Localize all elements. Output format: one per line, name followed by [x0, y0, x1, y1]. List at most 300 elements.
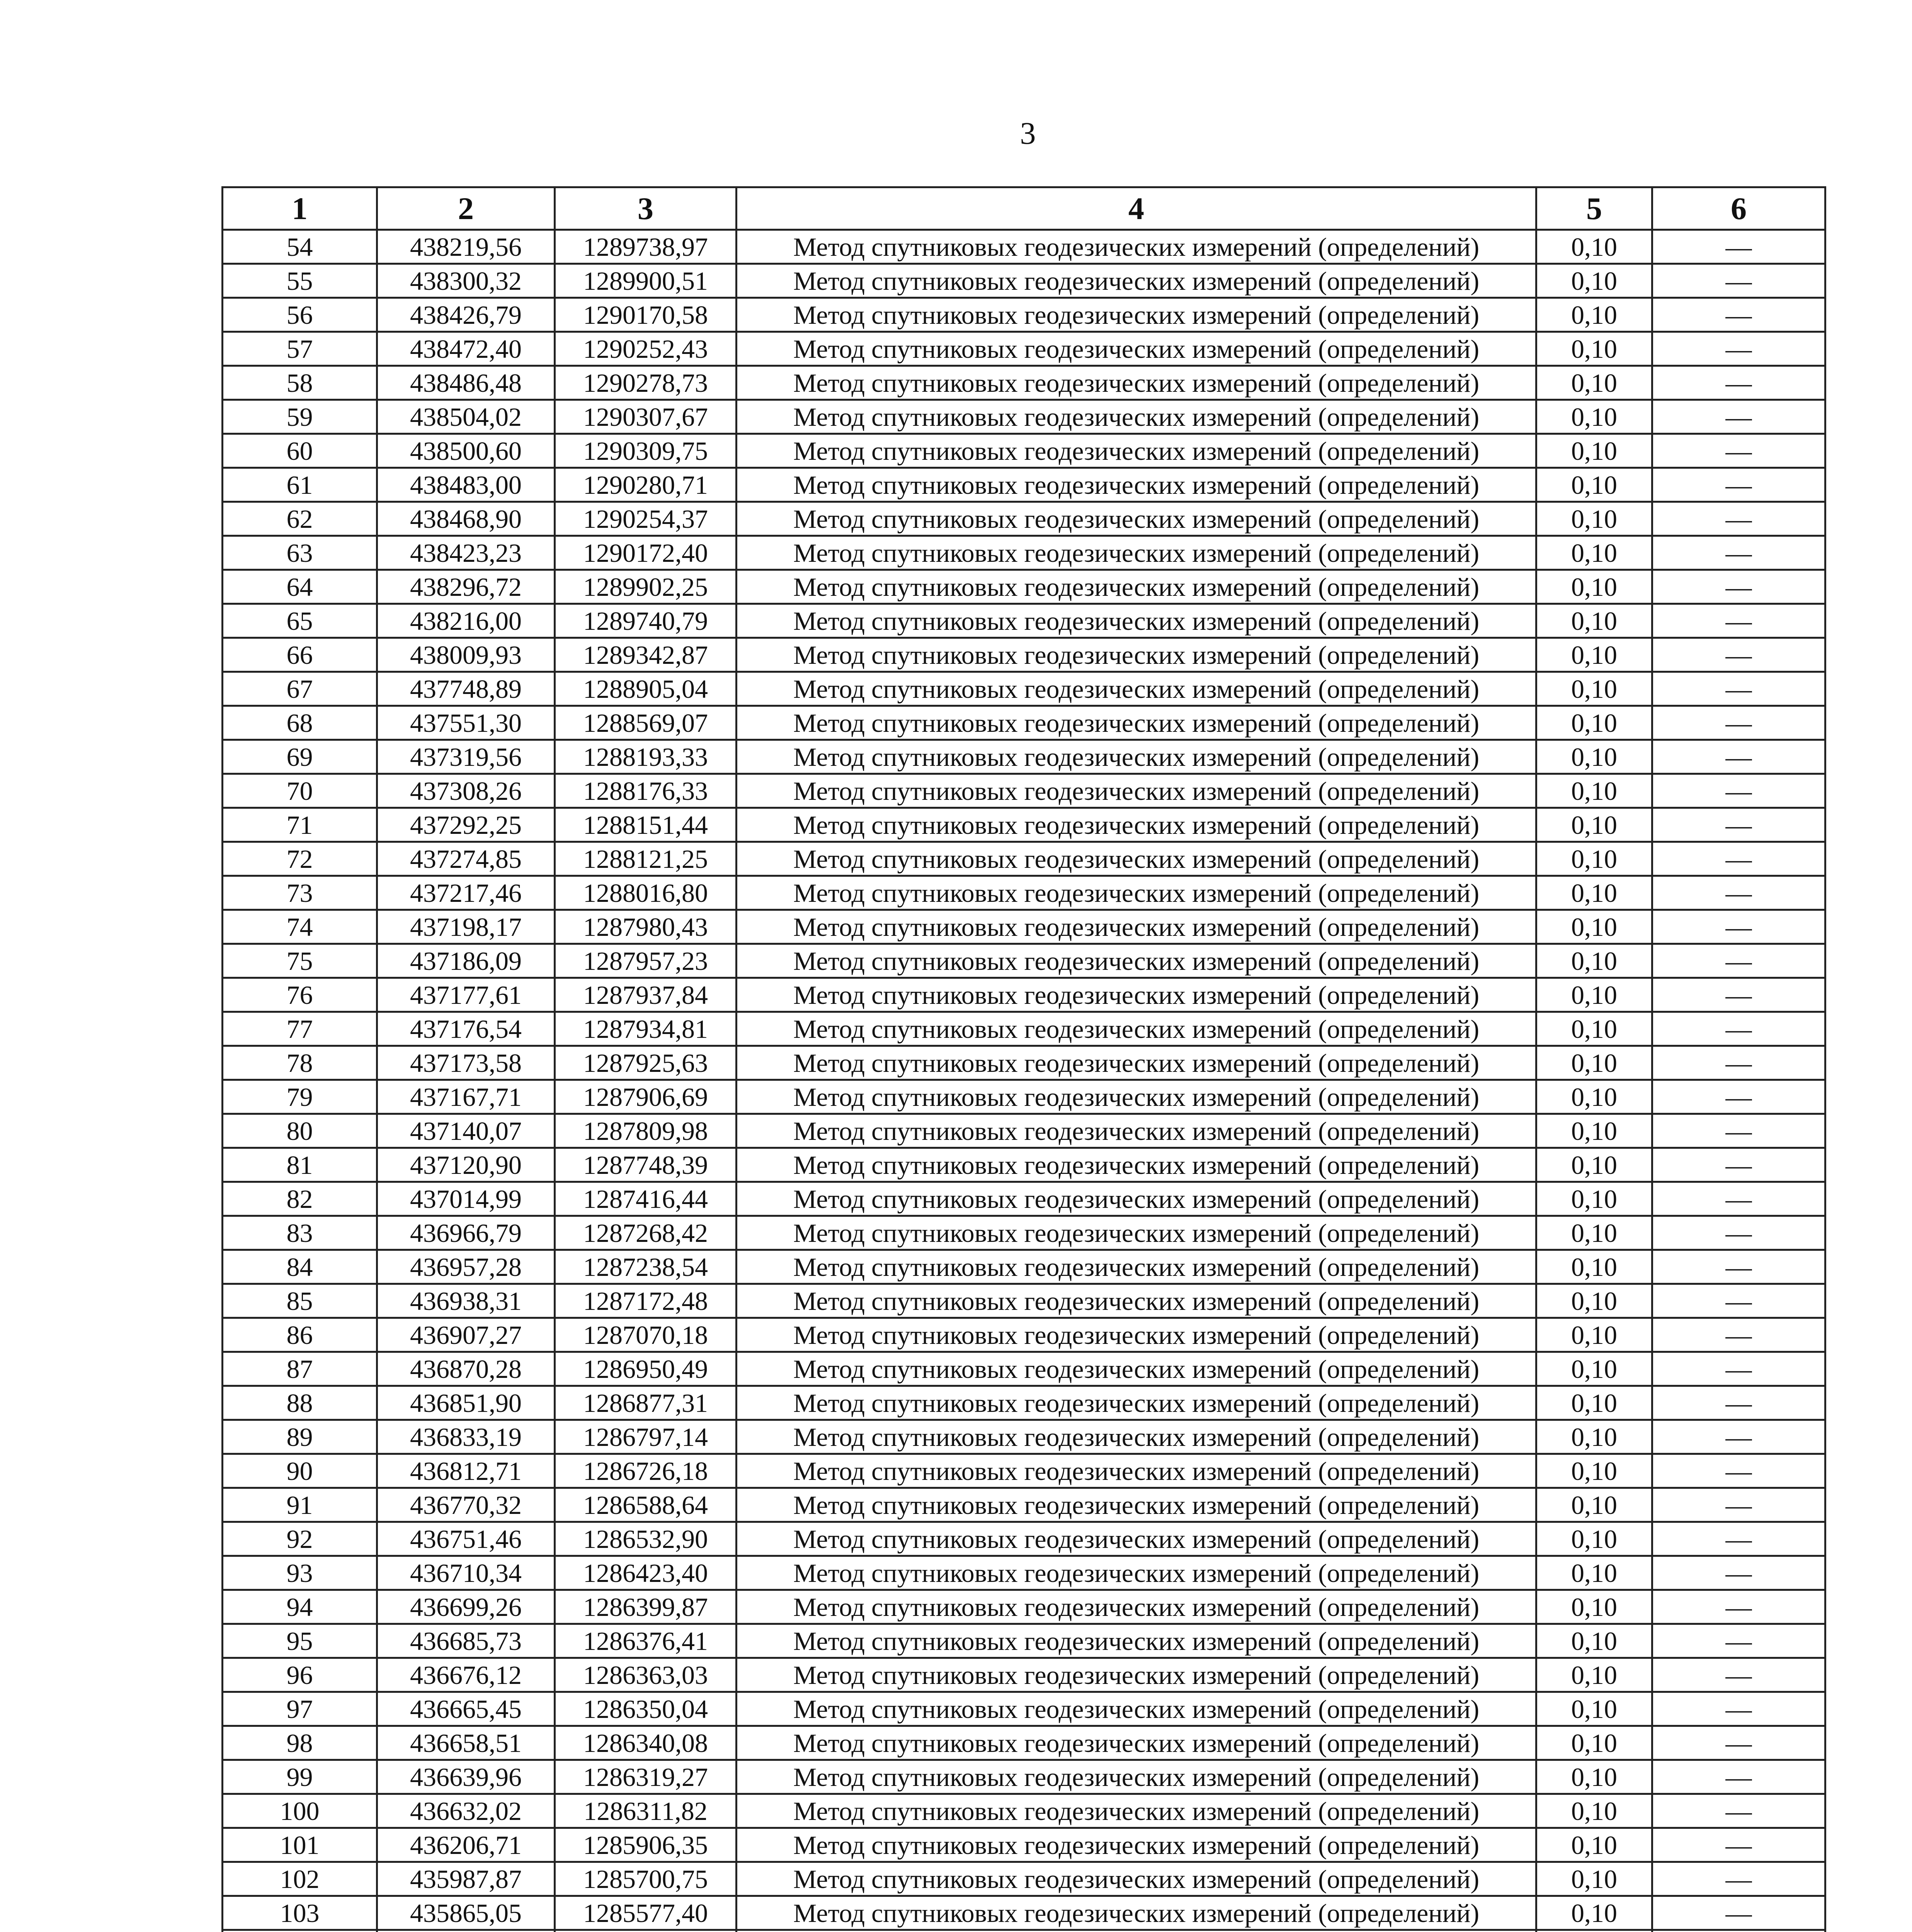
table-row — [223, 944, 1825, 978]
accuracy-cell: 0,10 — [1536, 1556, 1652, 1590]
point-number-cell: 98 — [223, 1726, 377, 1760]
point-number-cell: 90 — [223, 1454, 377, 1488]
accuracy-cell: 0,10 — [1536, 740, 1652, 774]
method-cell: Метод спутниковых геодезических измерений (определений) — [737, 1556, 1536, 1590]
column-header-description: 6 — [1652, 187, 1825, 230]
method-cell: Метод спутниковых геодезических измерений (определений) — [737, 842, 1536, 876]
point-number-cell: 80 — [223, 1114, 377, 1148]
y-coordinate-cell: 1290252,43 — [555, 332, 737, 366]
description-cell: — — [1652, 1488, 1825, 1522]
description-cell: — — [1652, 1556, 1825, 1590]
y-coordinate-cell: 1286319,27 — [555, 1760, 737, 1794]
x-coordinate-cell: 436710,34 — [377, 1556, 555, 1590]
accuracy-cell: 0,10 — [1536, 1454, 1652, 1488]
x-coordinate-cell: 437274,85 — [377, 842, 555, 876]
point-number-cell: 73 — [223, 876, 377, 910]
method-cell: Метод спутниковых геодезических измерений (определений) — [737, 1386, 1536, 1420]
accuracy-cell: 0,10 — [1536, 1692, 1652, 1726]
description-cell: — — [1652, 672, 1825, 706]
table-row — [223, 1250, 1825, 1284]
y-coordinate-cell: 1288016,80 — [555, 876, 737, 910]
y-coordinate-cell: 1286350,04 — [555, 1692, 737, 1726]
accuracy-cell: 0,10 — [1536, 434, 1652, 468]
x-coordinate-cell: 436206,71 — [377, 1828, 555, 1862]
table-row — [223, 1216, 1825, 1250]
point-number-cell: 57 — [223, 332, 377, 366]
y-coordinate-cell: 1286797,14 — [555, 1420, 737, 1454]
y-coordinate-cell: 1286423,40 — [555, 1556, 737, 1590]
method-cell: Метод спутниковых геодезических измерений (определений) — [737, 1148, 1536, 1182]
y-coordinate-cell: 1287980,43 — [555, 910, 737, 944]
description-cell: — — [1652, 1250, 1825, 1284]
point-number-cell: 85 — [223, 1284, 377, 1318]
point-number-cell: 100 — [223, 1794, 377, 1828]
point-number-cell: 61 — [223, 468, 377, 502]
method-cell: Метод спутниковых геодезических измерений (определений) — [737, 1250, 1536, 1284]
description-cell: — — [1652, 774, 1825, 808]
accuracy-cell: 0,10 — [1536, 1352, 1652, 1386]
method-cell: Метод спутниковых геодезических измерений (определений) — [737, 400, 1536, 434]
accuracy-cell: 0,10 — [1536, 1250, 1652, 1284]
method-cell: Метод спутниковых геодезических измерений (определений) — [737, 1012, 1536, 1046]
table-row — [223, 536, 1825, 570]
table-row — [223, 604, 1825, 638]
description-cell: — — [1652, 400, 1825, 434]
y-coordinate-cell: 1288151,44 — [555, 808, 737, 842]
table-row — [223, 1556, 1825, 1590]
y-coordinate-cell: 1287748,39 — [555, 1148, 737, 1182]
description-cell: — — [1652, 1046, 1825, 1080]
table-header-row — [223, 187, 1825, 230]
point-number-cell: 60 — [223, 434, 377, 468]
accuracy-cell: 0,10 — [1536, 1522, 1652, 1556]
description-cell: — — [1652, 1896, 1825, 1930]
description-cell: — — [1652, 366, 1825, 400]
x-coordinate-cell: 438483,00 — [377, 468, 555, 502]
y-coordinate-cell: 1286311,82 — [555, 1794, 737, 1828]
x-coordinate-cell: 437292,25 — [377, 808, 555, 842]
x-coordinate-cell: 436658,51 — [377, 1726, 555, 1760]
x-coordinate-cell: 436770,32 — [377, 1488, 555, 1522]
y-coordinate-cell: 1285700,75 — [555, 1862, 737, 1896]
method-cell: Метод спутниковых геодезических измерений (определений) — [737, 468, 1536, 502]
method-cell — [737, 1930, 1536, 1932]
x-coordinate-cell: 436870,28 — [377, 1352, 555, 1386]
accuracy-cell: 0,10 — [1536, 264, 1652, 298]
method-cell: Метод спутниковых геодезических измерений (определений) — [737, 1794, 1536, 1828]
table-row — [223, 400, 1825, 434]
table-row — [223, 1726, 1825, 1760]
x-coordinate-cell: 436639,96 — [377, 1760, 555, 1794]
x-coordinate-cell: 436685,73 — [377, 1624, 555, 1658]
table-row — [223, 1692, 1825, 1726]
y-coordinate-cell: 1286726,18 — [555, 1454, 737, 1488]
point-number-cell: 87 — [223, 1352, 377, 1386]
description-cell: — — [1652, 1760, 1825, 1794]
description-cell: — — [1652, 1590, 1825, 1624]
point-number-cell: 63 — [223, 536, 377, 570]
x-coordinate-cell: 437748,89 — [377, 672, 555, 706]
accuracy-cell: 0,10 — [1536, 1148, 1652, 1182]
point-number-cell: 56 — [223, 298, 377, 332]
description-cell: — — [1652, 1624, 1825, 1658]
table-row — [223, 1420, 1825, 1454]
accuracy-cell: 0,10 — [1536, 1216, 1652, 1250]
x-coordinate-cell: 437177,61 — [377, 978, 555, 1012]
description-cell: — — [1652, 1318, 1825, 1352]
accuracy-cell: 0,10 — [1536, 1182, 1652, 1216]
accuracy-cell: 0,10 — [1536, 1488, 1652, 1522]
y-coordinate-cell: 1290278,73 — [555, 366, 737, 400]
method-cell: Метод спутниковых геодезических измерений (определений) — [737, 604, 1536, 638]
accuracy-cell: 0,10 — [1536, 808, 1652, 842]
point-number-cell: 81 — [223, 1148, 377, 1182]
accuracy-cell: 0,10 — [1536, 1012, 1652, 1046]
accuracy-cell: 0,10 — [1536, 1862, 1652, 1896]
y-coordinate-cell: 1290280,71 — [555, 468, 737, 502]
x-coordinate-cell: 435987,87 — [377, 1862, 555, 1896]
method-cell: Метод спутниковых геодезических измерений (определений) — [737, 1046, 1536, 1080]
y-coordinate-cell: 1285577,40 — [555, 1896, 737, 1930]
x-coordinate-cell: 436699,26 — [377, 1590, 555, 1624]
description-cell: — — [1652, 536, 1825, 570]
point-number-cell: 67 — [223, 672, 377, 706]
y-coordinate-cell: 1288176,33 — [555, 774, 737, 808]
x-coordinate-cell: 437173,58 — [377, 1046, 555, 1080]
description-cell: — — [1652, 468, 1825, 502]
y-coordinate-cell: 1286363,03 — [555, 1658, 737, 1692]
accuracy-cell: 0,10 — [1536, 638, 1652, 672]
y-coordinate-cell: 1290309,75 — [555, 434, 737, 468]
accuracy-cell: 0,10 — [1536, 1760, 1652, 1794]
y-coordinate-cell: 1288569,07 — [555, 706, 737, 740]
description-cell: — — [1652, 876, 1825, 910]
table-row — [223, 1896, 1825, 1930]
y-coordinate-cell: 1289902,25 — [555, 570, 737, 604]
x-coordinate-cell: 436966,79 — [377, 1216, 555, 1250]
y-coordinate-cell: 1287416,44 — [555, 1182, 737, 1216]
column-header-point-number: 1 — [223, 187, 377, 230]
point-number-cell: 76 — [223, 978, 377, 1012]
accuracy-cell: 0,10 — [1536, 1590, 1652, 1624]
x-coordinate-cell — [377, 1930, 555, 1932]
y-coordinate-cell: 1287172,48 — [555, 1284, 737, 1318]
method-cell: Метод спутниковых геодезических измерений (определений) — [737, 774, 1536, 808]
method-cell: Метод спутниковых геодезических измерений (определений) — [737, 502, 1536, 536]
accuracy-cell: 0,10 — [1536, 400, 1652, 434]
y-coordinate-cell: 1287809,98 — [555, 1114, 737, 1148]
x-coordinate-cell: 438296,72 — [377, 570, 555, 604]
column-header-y-coordinate: 3 — [555, 187, 737, 230]
table-row — [223, 1454, 1825, 1488]
point-number-cell: 88 — [223, 1386, 377, 1420]
table-row — [223, 706, 1825, 740]
column-header-method: 4 — [737, 187, 1536, 230]
method-cell: Метод спутниковых геодезических измерений (определений) — [737, 706, 1536, 740]
accuracy-cell: 0,10 — [1536, 298, 1652, 332]
accuracy-cell: 0,10 — [1536, 910, 1652, 944]
y-coordinate-cell: 1286399,87 — [555, 1590, 737, 1624]
description-cell: — — [1652, 332, 1825, 366]
table-row — [223, 1760, 1825, 1794]
x-coordinate-cell: 438472,40 — [377, 332, 555, 366]
accuracy-cell: 0,10 — [1536, 536, 1652, 570]
description-cell: — — [1652, 1794, 1825, 1828]
description-cell: — — [1652, 842, 1825, 876]
accuracy-cell: 0,10 — [1536, 1284, 1652, 1318]
accuracy-cell: 0,10 — [1536, 1046, 1652, 1080]
x-coordinate-cell: 438219,56 — [377, 230, 555, 264]
point-number-cell: 99 — [223, 1760, 377, 1794]
method-cell: Метод спутниковых геодезических измерений (определений) — [737, 876, 1536, 910]
x-coordinate-cell: 437014,99 — [377, 1182, 555, 1216]
table-row — [223, 638, 1825, 672]
table-row — [223, 332, 1825, 366]
method-cell: Метод спутниковых геодезических измерений (определений) — [737, 638, 1536, 672]
description-cell: — — [1652, 706, 1825, 740]
point-number-cell: 66 — [223, 638, 377, 672]
x-coordinate-cell: 437319,56 — [377, 740, 555, 774]
accuracy-cell: 0,10 — [1536, 1386, 1652, 1420]
point-number-cell: 77 — [223, 1012, 377, 1046]
x-coordinate-cell: 436665,45 — [377, 1692, 555, 1726]
table-row — [223, 434, 1825, 468]
method-cell: Метод спутниковых геодезических измерений (определений) — [737, 944, 1536, 978]
table-row — [223, 876, 1825, 910]
method-cell: Метод спутниковых геодезических измерений (определений) — [737, 536, 1536, 570]
x-coordinate-cell: 438500,60 — [377, 434, 555, 468]
x-coordinate-cell: 437120,90 — [377, 1148, 555, 1182]
y-coordinate-cell: 1289900,51 — [555, 264, 737, 298]
coordinates-table — [221, 186, 1826, 1932]
accuracy-cell: 0,10 — [1536, 1658, 1652, 1692]
description-cell — [1652, 1930, 1825, 1932]
table-row — [223, 1046, 1825, 1080]
table-row — [223, 1658, 1825, 1692]
description-cell: — — [1652, 1216, 1825, 1250]
table-row — [223, 366, 1825, 400]
point-number-cell: 96 — [223, 1658, 377, 1692]
table-row — [223, 910, 1825, 944]
y-coordinate-cell: 1290307,67 — [555, 400, 737, 434]
point-number-cell: 75 — [223, 944, 377, 978]
y-coordinate-cell: 1287937,84 — [555, 978, 737, 1012]
method-cell: Метод спутниковых геодезических измерений (определений) — [737, 434, 1536, 468]
x-coordinate-cell: 435865,05 — [377, 1896, 555, 1930]
y-coordinate-cell: 1288193,33 — [555, 740, 737, 774]
accuracy-cell: 0,10 — [1536, 944, 1652, 978]
accuracy-cell: 0,10 — [1536, 570, 1652, 604]
method-cell: Метод спутниковых геодезических измерений (определений) — [737, 570, 1536, 604]
y-coordinate-cell: 1286376,41 — [555, 1624, 737, 1658]
table-row — [223, 264, 1825, 298]
description-cell: — — [1652, 1182, 1825, 1216]
x-coordinate-cell: 436957,28 — [377, 1250, 555, 1284]
table-row — [223, 740, 1825, 774]
y-coordinate-cell: 1287238,54 — [555, 1250, 737, 1284]
accuracy-cell: 0,10 — [1536, 502, 1652, 536]
table-row — [223, 1352, 1825, 1386]
point-number-cell — [223, 1930, 377, 1932]
y-coordinate-cell: 1286950,49 — [555, 1352, 737, 1386]
y-coordinate-cell: 1286877,31 — [555, 1386, 737, 1420]
y-coordinate-cell: 1286532,90 — [555, 1522, 737, 1556]
accuracy-cell: 0,10 — [1536, 1420, 1652, 1454]
description-cell: — — [1652, 1012, 1825, 1046]
accuracy-cell: 0,10 — [1536, 1318, 1652, 1352]
description-cell: — — [1652, 1522, 1825, 1556]
point-number-cell: 84 — [223, 1250, 377, 1284]
table-row — [223, 808, 1825, 842]
description-cell: — — [1652, 1862, 1825, 1896]
description-cell: — — [1652, 1454, 1825, 1488]
accuracy-cell: 0,10 — [1536, 1080, 1652, 1114]
method-cell: Метод спутниковых геодезических измерений (определений) — [737, 1590, 1536, 1624]
point-number-cell: 102 — [223, 1862, 377, 1896]
y-coordinate-cell: 1287268,42 — [555, 1216, 737, 1250]
point-number-cell: 64 — [223, 570, 377, 604]
description-cell: — — [1652, 808, 1825, 842]
description-cell: — — [1652, 910, 1825, 944]
accuracy-cell: 0,10 — [1536, 332, 1652, 366]
method-cell: Метод спутниковых геодезических измерений (определений) — [737, 1760, 1536, 1794]
x-coordinate-cell: 438009,93 — [377, 638, 555, 672]
point-number-cell: 92 — [223, 1522, 377, 1556]
method-cell: Метод спутниковых геодезических измерений (определений) — [737, 366, 1536, 400]
method-cell: Метод спутниковых геодезических измерений (определений) — [737, 1828, 1536, 1862]
point-number-cell: 78 — [223, 1046, 377, 1080]
accuracy-cell: 0,10 — [1536, 230, 1652, 264]
description-cell: — — [1652, 298, 1825, 332]
accuracy-cell: 0,10 — [1536, 978, 1652, 1012]
accuracy-cell: 0,10 — [1536, 604, 1652, 638]
accuracy-cell: 0,10 — [1536, 672, 1652, 706]
point-number-cell: 55 — [223, 264, 377, 298]
table-row — [223, 1488, 1825, 1522]
x-coordinate-cell: 436851,90 — [377, 1386, 555, 1420]
point-number-cell: 65 — [223, 604, 377, 638]
y-coordinate-cell: 1289342,87 — [555, 638, 737, 672]
x-coordinate-cell: 438423,23 — [377, 536, 555, 570]
point-number-cell: 89 — [223, 1420, 377, 1454]
description-cell: — — [1652, 978, 1825, 1012]
x-coordinate-cell: 438426,79 — [377, 298, 555, 332]
x-coordinate-cell: 436812,71 — [377, 1454, 555, 1488]
point-number-cell: 83 — [223, 1216, 377, 1250]
method-cell: Метод спутниковых геодезических измерений (определений) — [737, 808, 1536, 842]
table-row — [223, 570, 1825, 604]
point-number-cell: 72 — [223, 842, 377, 876]
point-number-cell: 95 — [223, 1624, 377, 1658]
accuracy-cell: 0,10 — [1536, 876, 1652, 910]
accuracy-cell: 0,10 — [1536, 1896, 1652, 1930]
x-coordinate-cell: 437186,09 — [377, 944, 555, 978]
point-number-cell: 71 — [223, 808, 377, 842]
x-coordinate-cell: 437551,30 — [377, 706, 555, 740]
x-coordinate-cell: 438468,90 — [377, 502, 555, 536]
method-cell: Метод спутниковых геодезических измерений (определений) — [737, 1726, 1536, 1760]
description-cell: — — [1652, 1726, 1825, 1760]
x-coordinate-cell: 436833,19 — [377, 1420, 555, 1454]
table-row — [223, 502, 1825, 536]
point-number-cell: 86 — [223, 1318, 377, 1352]
point-number-cell: 68 — [223, 706, 377, 740]
method-cell: Метод спутниковых геодезических измерений (определений) — [737, 1454, 1536, 1488]
y-coordinate-cell: 1290170,58 — [555, 298, 737, 332]
table-row — [223, 1318, 1825, 1352]
method-cell: Метод спутниковых геодезических измерений (определений) — [737, 298, 1536, 332]
description-cell: — — [1652, 264, 1825, 298]
column-header-accuracy: 5 — [1536, 187, 1652, 230]
description-cell: — — [1652, 1352, 1825, 1386]
description-cell: — — [1652, 638, 1825, 672]
method-cell: Метод спутниковых геодезических измерений (определений) — [737, 230, 1536, 264]
x-coordinate-cell: 436938,31 — [377, 1284, 555, 1318]
description-cell: — — [1652, 1148, 1825, 1182]
table-row — [223, 1114, 1825, 1148]
description-cell: — — [1652, 1658, 1825, 1692]
y-coordinate-cell: 1287070,18 — [555, 1318, 737, 1352]
x-coordinate-cell: 437198,17 — [377, 910, 555, 944]
x-coordinate-cell: 436907,27 — [377, 1318, 555, 1352]
description-cell: — — [1652, 502, 1825, 536]
method-cell: Метод спутниковых геодезических измерений (определений) — [737, 1216, 1536, 1250]
point-number-cell: 69 — [223, 740, 377, 774]
method-cell: Метод спутниковых геодезических измерений (определений) — [737, 332, 1536, 366]
accuracy-cell: 0,10 — [1536, 842, 1652, 876]
method-cell: Метод спутниковых геодезических измерений (определений) — [737, 1182, 1536, 1216]
table-body — [223, 230, 1825, 1932]
x-coordinate-cell: 438300,32 — [377, 264, 555, 298]
method-cell: Метод спутниковых геодезических измерений (определений) — [737, 1284, 1536, 1318]
method-cell: Метод спутниковых геодезических измерений (определений) — [737, 672, 1536, 706]
accuracy-cell: 0,10 — [1536, 1624, 1652, 1658]
description-cell: — — [1652, 1692, 1825, 1726]
point-number-cell: 91 — [223, 1488, 377, 1522]
method-cell: Метод спутниковых геодезических измерений (определений) — [737, 1114, 1536, 1148]
method-cell: Метод спутниковых геодезических измерений (определений) — [737, 264, 1536, 298]
description-cell: — — [1652, 944, 1825, 978]
x-coordinate-cell: 437167,71 — [377, 1080, 555, 1114]
table-row — [223, 1182, 1825, 1216]
description-cell: — — [1652, 434, 1825, 468]
y-coordinate-cell: 1290172,40 — [555, 536, 737, 570]
table-row — [223, 230, 1825, 264]
method-cell: Метод спутниковых геодезических измерений (определений) — [737, 1080, 1536, 1114]
point-number-cell: 79 — [223, 1080, 377, 1114]
method-cell: Метод спутниковых геодезических измерений (определений) — [737, 1862, 1536, 1896]
point-number-cell: 59 — [223, 400, 377, 434]
y-coordinate-cell: 1289738,97 — [555, 230, 737, 264]
y-coordinate-cell: 1290254,37 — [555, 502, 737, 536]
y-coordinate-cell — [555, 1930, 737, 1932]
page-number: 3 — [1020, 116, 1036, 151]
method-cell: Метод спутниковых геодезических измерений (определений) — [737, 910, 1536, 944]
point-number-cell: 70 — [223, 774, 377, 808]
y-coordinate-cell: 1287934,81 — [555, 1012, 737, 1046]
point-number-cell: 94 — [223, 1590, 377, 1624]
table-row — [223, 774, 1825, 808]
method-cell: Метод спутниковых геодезических измерений (определений) — [737, 740, 1536, 774]
y-coordinate-cell: 1286340,08 — [555, 1726, 737, 1760]
point-number-cell: 103 — [223, 1896, 377, 1930]
accuracy-cell: 0,10 — [1536, 1726, 1652, 1760]
y-coordinate-cell: 1287957,23 — [555, 944, 737, 978]
method-cell: Метод спутниковых геодезических измерений (определений) — [737, 1420, 1536, 1454]
y-coordinate-cell: 1288121,25 — [555, 842, 737, 876]
accuracy-cell: 0,10 — [1536, 366, 1652, 400]
description-cell: — — [1652, 1114, 1825, 1148]
